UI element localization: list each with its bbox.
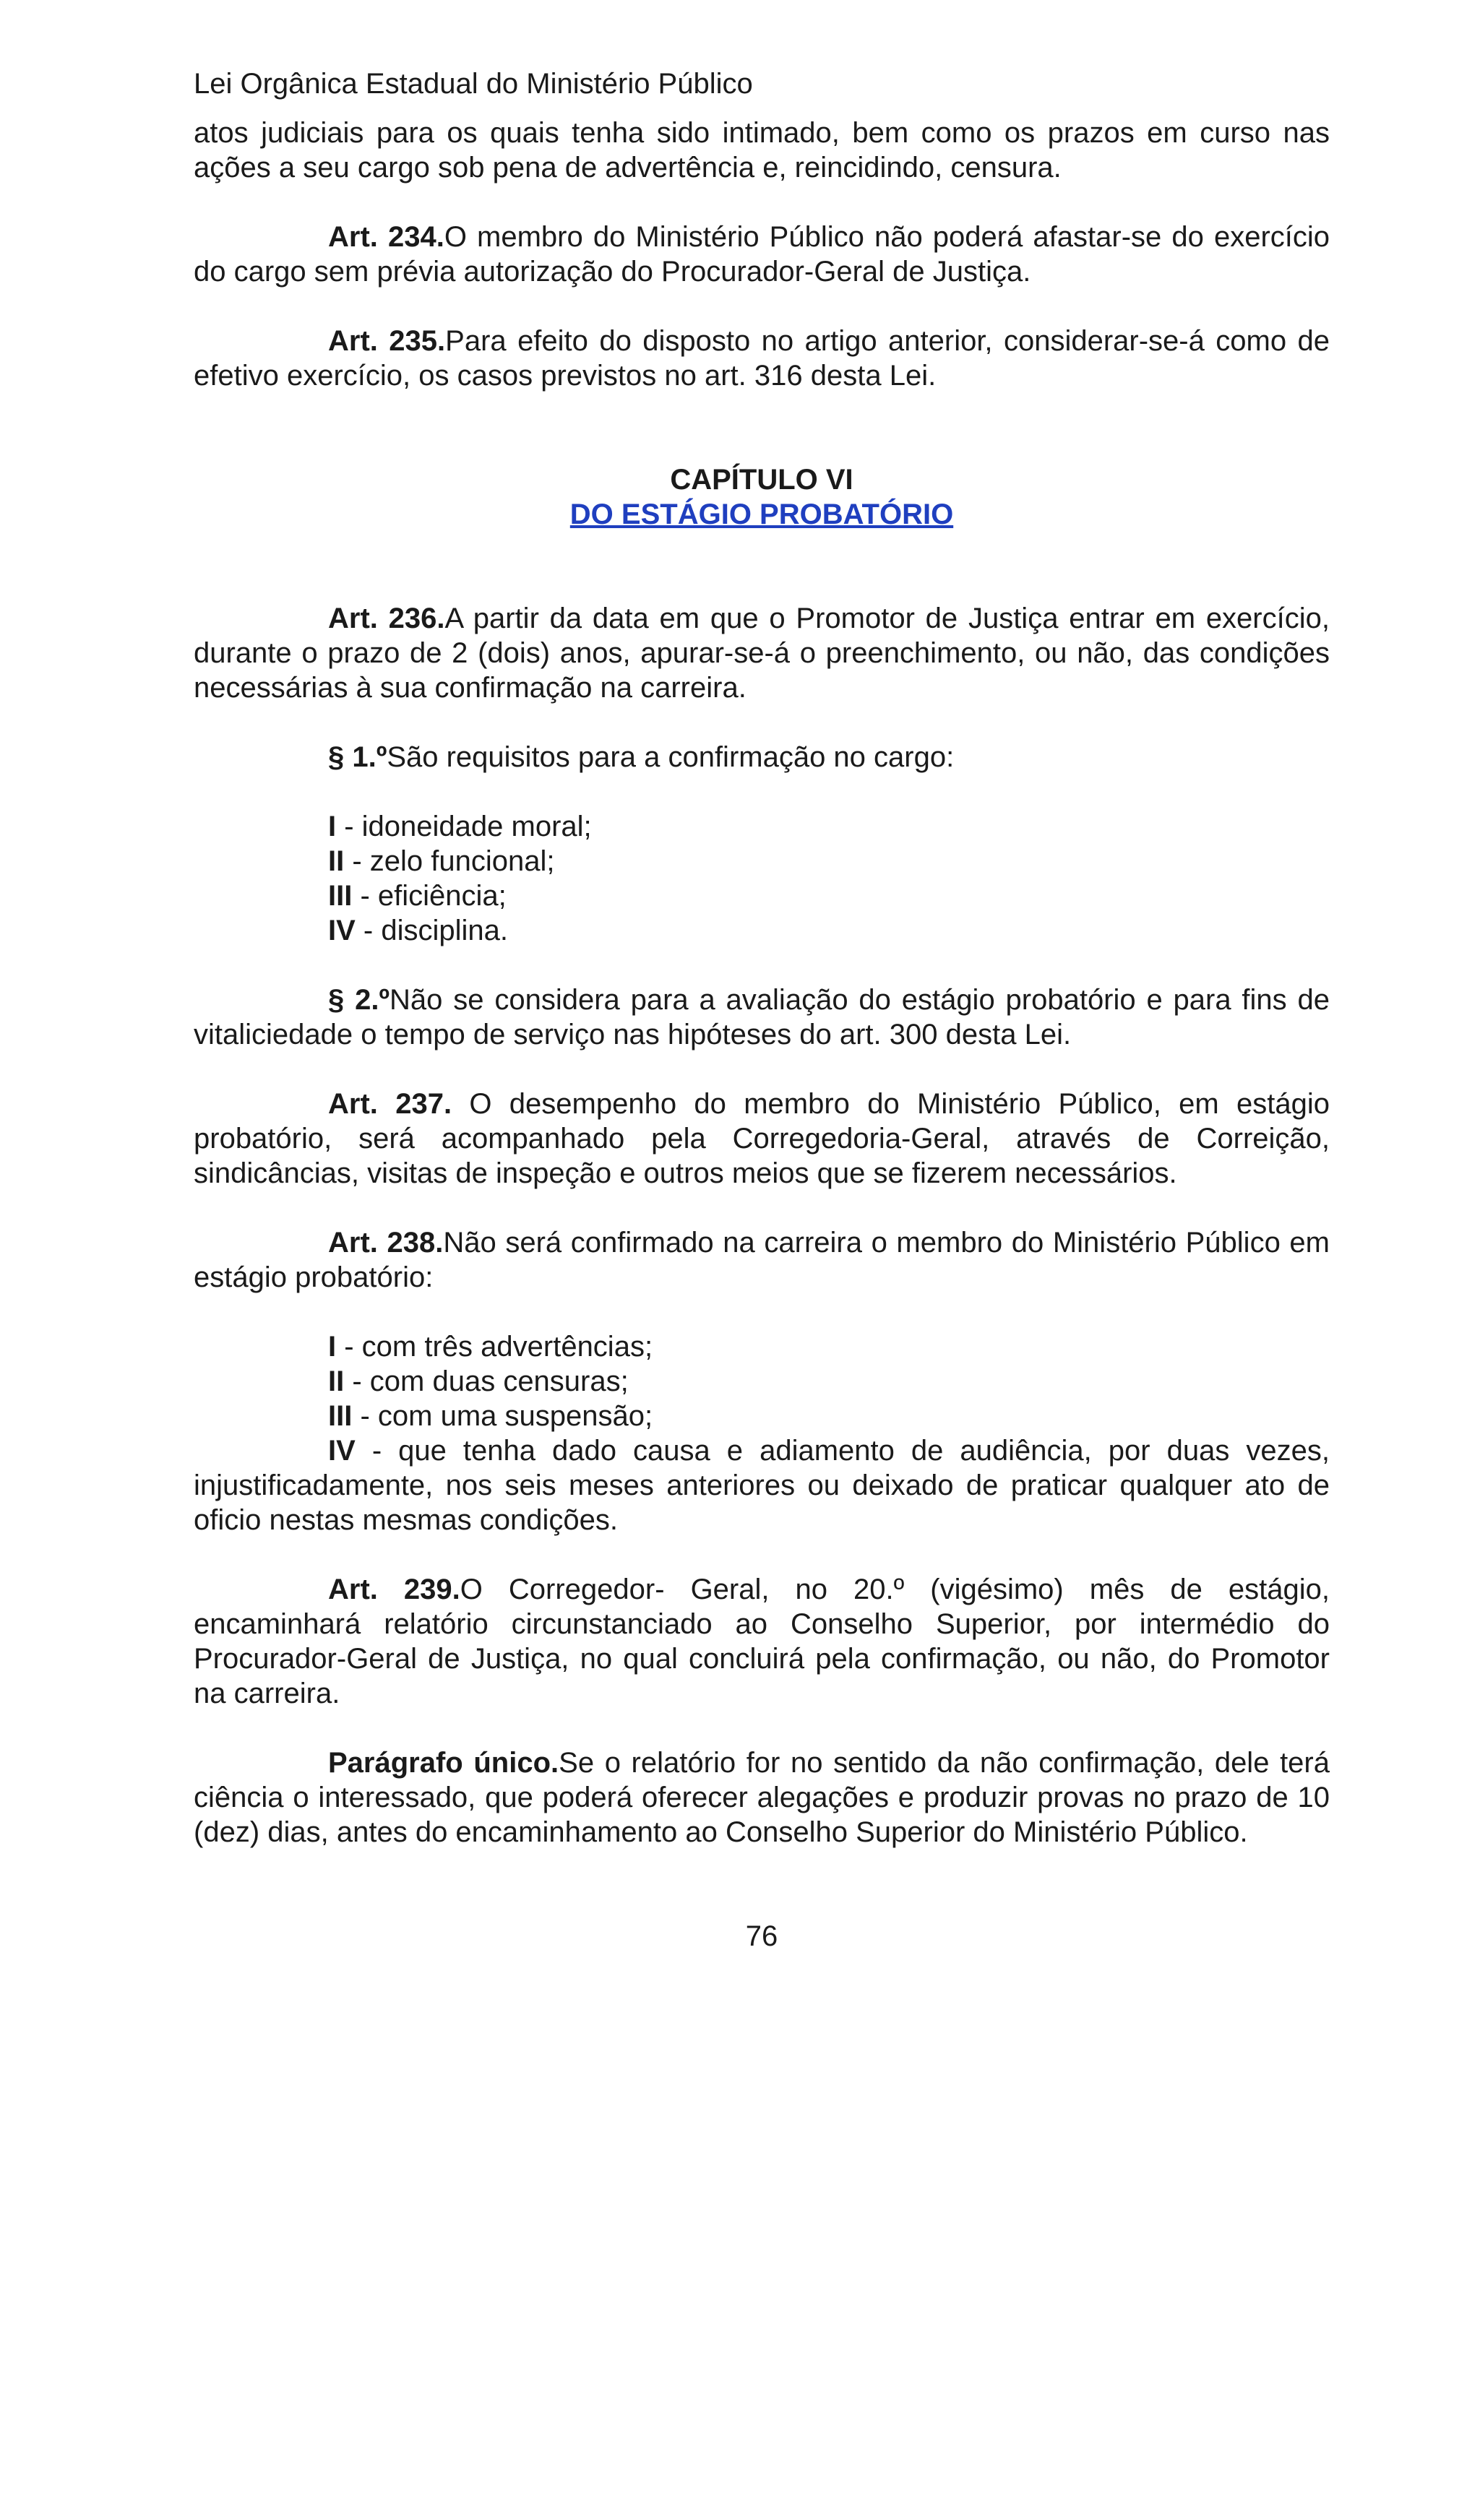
item-number: IV (328, 915, 356, 946)
article-234-text: O membro do Ministério Público não poderá afastar-se do exercício do cargo sem prévia autorização do Procurador-Geral de Justiça. (194, 221, 1330, 288)
article-237-text: O desempenho do membro do Ministério Público, em estágio probatório, será acompanhado pela Corregedoria-Geral, através de Correição, sindicâncias, visitas de inspeção e outros meios que se fizerem necessários. (194, 1088, 1330, 1189)
page-number: 76 (745, 1920, 778, 1952)
sole-paragraph-text: Se o relatório for no sentido da não confirmação, dele terá ciência o interessado, que poderá oferecer alegações e produzir provas no prazo de 10 (dez) dias, antes do encaminhamento ao Conselho Superior do Ministério Público. (194, 1747, 1330, 1848)
article-237 (194, 1087, 1330, 1191)
article-236-paragraph-2 (194, 983, 1330, 1052)
article-236 (194, 601, 1330, 705)
article-236-paragraph-1 (194, 740, 1330, 774)
list-item (328, 879, 1330, 913)
article-235-label: Art. 235. (328, 325, 446, 357)
running-header: Lei Orgânica Estadual do Ministério Público (194, 68, 753, 100)
article-239-text: O Corregedor- Geral, no 20.º (vigésimo) mês de estágio, encaminhará relatório circunstanciado ao Conselho Superior, por intermédio do Procurador-Geral de Justiça, no qual concluirá pela confirmação, ou não, do Promotor na carreira. (194, 1574, 1330, 1709)
article-239-label: Art. 239. (328, 1574, 460, 1605)
chapter-subtitle[interactable]: DO ESTÁGIO PROBATÓRIO (569, 499, 954, 530)
article-238-text: Não será confirmado na carreira o membro do Ministério Público em estágio probatório: (194, 1227, 1330, 1293)
paragraph-1-label: § 1.º (328, 741, 387, 773)
list-item (328, 844, 1330, 879)
item-text: - com três advertências; (336, 1331, 653, 1363)
item-number: I (328, 1331, 337, 1363)
list-item (328, 1399, 1330, 1433)
paragraph-2-text: Não se considera para a avaliação do estágio probatório e para fins de vitaliciedade o tempo de serviço nas hipóteses do art. 300 desta Lei. (194, 984, 1330, 1050)
item-number: IV (328, 1435, 356, 1467)
article-234 (194, 220, 1330, 289)
item-number: II (328, 1365, 345, 1397)
article-239 (194, 1572, 1330, 1711)
paragraph-intro: atos judiciais para os quais tenha sido intimado, bem como os prazos em curso nas ações a seu cargo sob pena de advertência e, reincidindo, censura. (194, 117, 1330, 184)
item-text: - zelo funcional; (344, 845, 555, 877)
document-page (194, 66, 1330, 1954)
item-text: - com duas censuras; (344, 1365, 629, 1397)
list-item (328, 913, 1330, 948)
list-item-iv (194, 1433, 1330, 1537)
non-confirmation-list (194, 1329, 1330, 1433)
chapter-title: CAPÍTULO VI (670, 464, 853, 496)
item-number: I (328, 811, 337, 842)
paragraph-2-label: § 2.º (328, 984, 390, 1016)
requirements-list (194, 809, 1330, 948)
article-239-sole-paragraph (194, 1746, 1330, 1850)
item-text: - que tenha dado causa e adiamento de audiência, por duas vezes, injustificadamente, nos seis meses anteriores ou deixado de praticar qualquer ato de oficio nestas mesmas condições. (194, 1435, 1330, 1536)
article-235 (194, 324, 1330, 393)
article-235-text: Para efeito do disposto no artigo anterior, considerar-se-á como de efetivo exercício, os casos previstos no art. 316 desta Lei. (194, 325, 1330, 392)
item-text: - disciplina. (355, 915, 508, 946)
paragraph-1-text: São requisitos para a confirmação no cargo: (387, 741, 955, 773)
item-text: - idoneidade moral; (336, 811, 592, 842)
item-text: - eficiência; (352, 880, 507, 912)
article-237-label: Art. 237. (328, 1088, 452, 1120)
list-item (328, 1329, 1330, 1364)
item-number: II (328, 845, 345, 877)
item-number: III (328, 880, 353, 912)
list-item (328, 809, 1330, 844)
item-number: III (328, 1400, 353, 1432)
item-text: - com uma suspensão; (352, 1400, 653, 1432)
article-234-label: Art. 234. (328, 221, 444, 253)
article-236-text: A partir da data em que o Promotor de Justiça entrar em exercício, durante o prazo de 2 (dois) anos, apurar-se-á o preenchimento, ou não, das condições necessárias à sua confirmação na carreira. (194, 603, 1330, 704)
list-item (328, 1364, 1330, 1399)
article-238 (194, 1225, 1330, 1295)
article-238-label: Art. 238. (328, 1227, 444, 1259)
sole-paragraph-label: Parágrafo único. (328, 1747, 559, 1779)
article-236-label: Art. 236. (328, 603, 445, 634)
